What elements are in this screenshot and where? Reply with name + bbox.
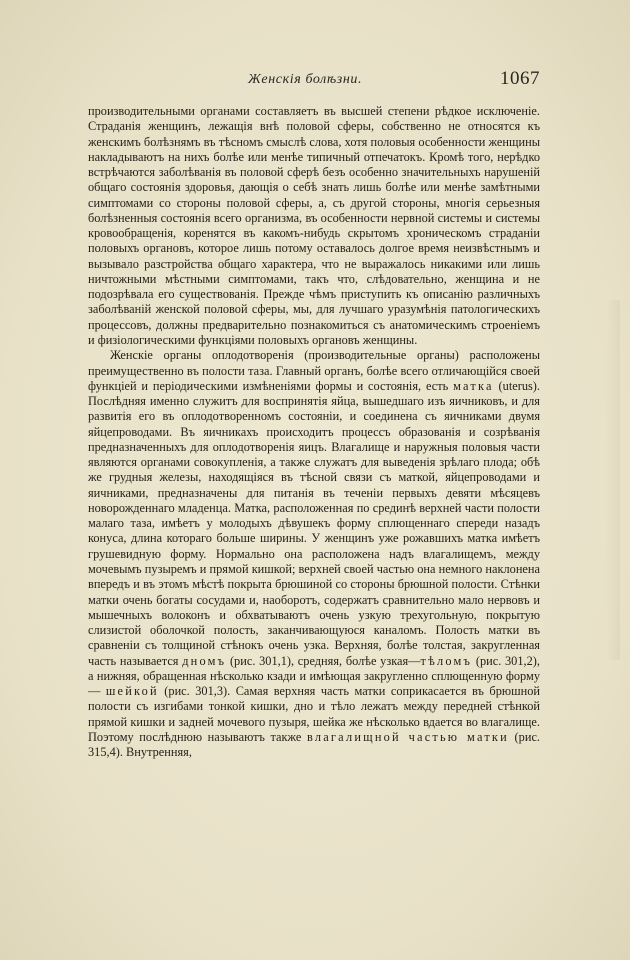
page-number: 1067: [500, 68, 540, 89]
page-edge-shadow: [606, 300, 620, 660]
text-segment: (рис. 301,2), а нижняя, обращенная нѣсколько кзади и имѣющая закругленно сплющенную форму —: [88, 653, 540, 699]
text-segment: Женскіе органы оплодотворенія (производительные органы) расположены преимущественно въ полости таза. Главный органъ, болѣе всего отличающійся своей функціей и періодическими измѣненіями формы и состоянія, есть: [88, 348, 540, 393]
paragraph: [88, 348, 540, 760]
text-segment: (рис. 301,1), средняя, болѣе узкая—: [226, 653, 421, 668]
text-segment: (uterus). Послѣдняя именно служитъ для воспринятія яйца, вышедшаго изъ яичниковъ, и для развитія его въ оплодотворенномъ состояніи, и соединена съ яичниками двумя яйцепроводами. Въ яичникахъ происходитъ процессъ образованія и созрѣванія предназначенныхъ для оплодотворенія яицъ. Влагалище и наружныя половыя части являются органами совокупленія, а также служатъ для выведенія зрѣлаго плода; обѣ же грудныя железы, находящіяся въ тѣсной связи съ маткой, яйцепроводами и яичниками, предназначены для питанія въ теченіи первыхъ девяти мѣсяцевъ новорожденнаго младенца. Матка, расположенная по срединѣ верхней части полости малаго таза, имѣетъ у молодыхъ дѣвушекъ форму сплющеннаго спереди назадъ конуса, длина котораго больше ширины. У женщинъ уже рожавшихъ матка имѣетъ грушевидную форму. Нормально она расположена надъ влагалищемъ, между мочевымъ пузыремъ и прямой кишкой; верхней своей частью она немного наклонена впередъ и въ этомъ мѣстѣ покрыта брюшиной со стороны брюшной полости. Стѣнки матки очень богаты сосудами и, наоборотъ, содержатъ сравнительно мало нервовъ и мышечныхъ волоконъ и обхватываютъ очень узкую трехугольную, покрытую слизистой оболочкой полость, заканчивающуюся каналомъ. Полость матки въ сравненіи съ толщиной стѣнокъ очень узка. Верхняя, болѣе толстая, закругленная часть называется: [88, 378, 541, 668]
text-segment: (рис. 315,4). Внутренняя,: [88, 729, 541, 760]
text-segment: (рис. 301,3). Самая верхняя часть матки соприкасается въ брюшной полости съ изгибами тонкой кишки, дно и тѣло лежатъ между передней стѣнкой прямой кишки и задней мочевого пузыря, шейка же нѣсколько вдается во влагалище. Поэтому послѣднюю называютъ также: [88, 684, 540, 744]
body-text: [88, 104, 540, 760]
paragraph: производительными органами составляетъ въ высшей степени рѣдкое исключеніе. Страданія женщинъ, лежащія внѣ половой сферы, собственно не относятся къ женскимъ болѣзнямъ въ тѣсномъ смыслѣ слова, хотя половыя особенности женщины накладываютъ на нихъ болѣе или менѣе типичный отпечатокъ. Кромѣ того, нерѣдко встрѣчаются заболѣванія въ половой сферѣ безъ особенно значительныхъ нарушеній общаго состоянія здоровья, дающія о себѣ знать лишь болѣе или менѣе замѣтными симптомами со стороны половой сферы, а, съ другой стороны, многія серьезныя болѣзненныя состоянія всего организма, въ особенности нервной системы и системы кровообращенія, коренятся въ какомъ-нибудь скрытомъ хроническомъ страданіи половыхъ органовъ, которое лишь потому оставалось долгое время неизвѣстнымъ и вызывало разстройства общаго характера, что не выражалось никакими или лишь ничтожными мѣстными симптомами, такъ что, слѣдовательно, женщина и не подозрѣвала его существованія. Прежде чѣмъ приступить къ описанію различныхъ заболѣваній женской половой сферы, мы, для лучшаго уразумѣнія патологическихъ процессовъ, должны предварительно познакомиться съ анатомическимъ строеніемъ и физіологическими функціями половыхъ органовъ женщины.: [88, 104, 540, 347]
term-cervix: шейкой: [105, 684, 159, 699]
term-body: тѣломъ: [420, 653, 473, 668]
term-vaginal-part: влагалищной частью матки: [307, 729, 509, 744]
running-title: Женскія болѣзни.: [248, 72, 363, 87]
running-head: [88, 70, 540, 94]
term-uterus: матка: [453, 378, 494, 393]
term-fundus: дномъ: [182, 653, 227, 668]
